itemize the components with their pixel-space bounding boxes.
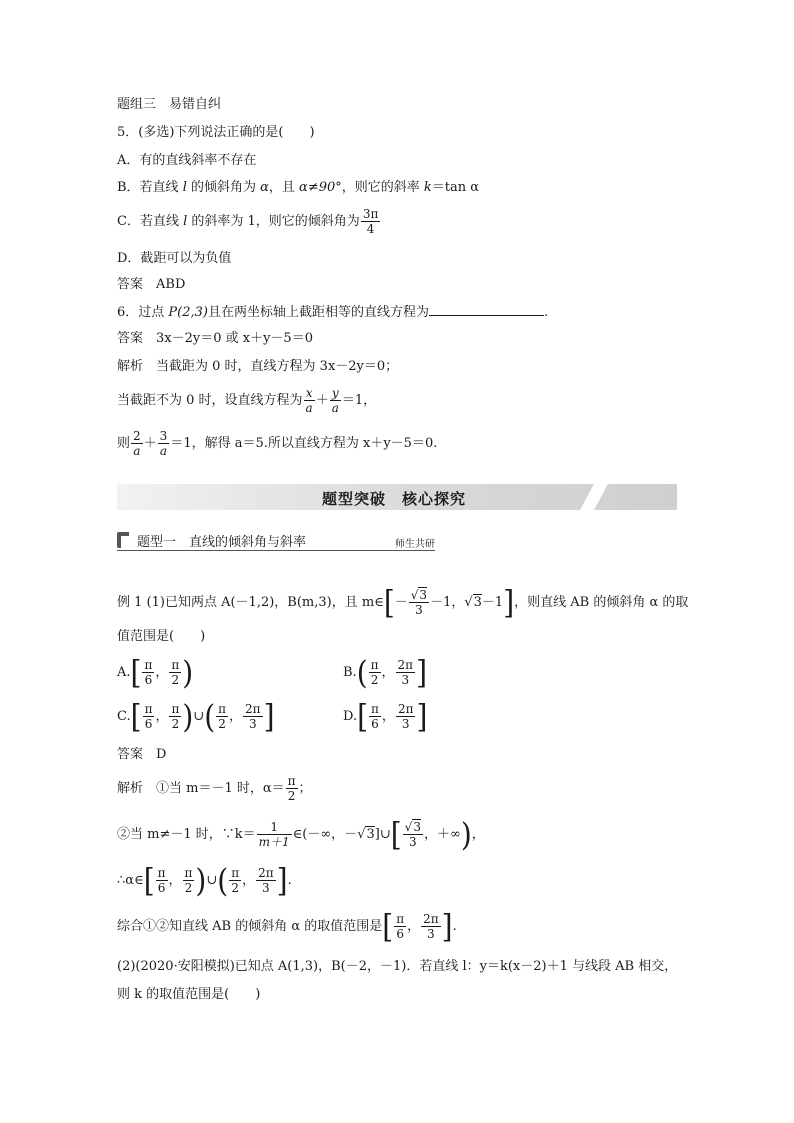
fraction	[216, 702, 228, 731]
text: .	[287, 873, 292, 888]
text: ，	[407, 919, 421, 934]
ex1-option-b	[343, 652, 427, 691]
fraction	[369, 702, 381, 731]
bracket: (	[204, 696, 216, 735]
denominator: 2	[231, 881, 239, 895]
numerator: π	[371, 702, 379, 716]
numerator: π	[157, 866, 166, 880]
bracket: ]	[263, 696, 275, 735]
q6-stem	[117, 303, 548, 322]
topic-tag: 师生共研	[395, 539, 435, 550]
numerator: π	[287, 774, 296, 788]
fraction	[183, 866, 195, 895]
denominator: 6	[144, 673, 153, 687]
denominator: 3	[262, 881, 270, 895]
text: ，	[381, 665, 395, 680]
text: ＝tan α	[431, 180, 480, 195]
denominator: 2	[287, 789, 296, 803]
bracket: [	[382, 906, 394, 945]
q5-option-a: A．有的直线斜率不存在	[117, 153, 257, 168]
q6-answer: 答案 3x－2y＝0 或 x＋y－5＝0	[117, 331, 313, 346]
denominator: 3	[415, 603, 423, 617]
var-k: k	[423, 180, 432, 195]
text: ②当 m≠－1 时，∵k＝	[117, 827, 256, 842]
denominator: 2	[370, 673, 379, 687]
text: －	[394, 595, 408, 610]
q5-option-b	[117, 179, 479, 197]
denominator: 2	[184, 881, 193, 895]
answer-blank	[429, 303, 544, 316]
ex1-solution-1	[117, 772, 312, 806]
denominator: a	[331, 401, 339, 415]
text: ＋	[143, 436, 157, 451]
numerator: π	[144, 702, 153, 716]
bracket: [	[383, 582, 395, 621]
banner-title: 题型突破 核心探究	[322, 490, 467, 508]
ex1-solution-4	[117, 906, 457, 945]
ex1-answer: 答案 D	[117, 747, 167, 762]
bracket: (	[356, 652, 368, 691]
fraction	[169, 658, 181, 687]
numerator: π	[184, 866, 193, 880]
var-l: l	[183, 214, 188, 229]
denominator: a	[305, 401, 313, 415]
radicand: 3	[419, 588, 428, 602]
point-p: P(2,3)	[168, 305, 208, 320]
text: ＝1，	[341, 393, 377, 408]
text: 6．过点	[117, 305, 169, 320]
bracket: ]	[416, 652, 427, 691]
ex1-solution-2: ②当 m≠－1 时，∵k＝ $\frac{1}{m+1}$ ∈(－∞，－√3]∪[ $\frac{√3}{3}$ ，＋∞)，	[117, 814, 485, 853]
denominator: 3	[427, 927, 435, 941]
fraction	[286, 774, 298, 803]
numerator: 2π	[258, 866, 274, 880]
ex1b-line-1: (2)(2020·安阳模拟)已知点 A(1,3)，B(－2，－1)．若直线 l：y＝k(x－2)＋1 与线段 AB 相交，	[117, 959, 678, 974]
radicand: 3	[473, 595, 482, 610]
numerator: 3π	[362, 207, 379, 221]
numerator: 2π	[245, 702, 261, 716]
text: 的斜率为 1，则它的倾斜角为	[187, 214, 360, 229]
text: ，＋∞	[423, 827, 461, 842]
ex1b-line-2: 则 k 的取值范围是( )	[117, 987, 261, 1002]
ex1-stem-2: 值范围是( )	[117, 629, 206, 644]
fraction	[143, 702, 155, 731]
text: .	[452, 919, 457, 934]
fraction	[229, 866, 241, 895]
fraction	[396, 658, 416, 687]
q6-explanation-3	[117, 428, 437, 460]
fraction	[396, 702, 416, 731]
q5-stem: 5．(多选)下列说法正确的是( )	[117, 125, 315, 140]
option-label: C.	[117, 709, 131, 724]
fraction	[257, 820, 292, 849]
q5-option-c	[117, 206, 381, 238]
denominator: 6	[144, 717, 153, 731]
denominator: 6	[396, 927, 404, 941]
numerator: 1	[257, 820, 292, 835]
denominator: 3	[248, 717, 257, 731]
text: ，则它的斜率	[341, 180, 424, 195]
bracket: [	[130, 652, 142, 691]
text: C．若直线	[117, 214, 184, 229]
text: ∈(－∞，－	[292, 827, 358, 842]
bracket: [	[390, 814, 402, 853]
fraction	[169, 702, 181, 731]
text: －1	[481, 595, 504, 610]
bracket: [	[357, 696, 369, 735]
fraction	[403, 820, 423, 849]
var-alpha: α	[260, 180, 269, 195]
numerator: π	[370, 658, 379, 672]
denominator: a	[133, 444, 141, 458]
numerator: 3	[159, 429, 168, 443]
bracket: )	[182, 652, 194, 691]
numerator: 2π	[423, 912, 439, 926]
group-heading: 题组三 易错自纠	[117, 97, 222, 112]
bracket: )	[460, 814, 472, 853]
q6-explanation-2	[117, 385, 376, 417]
text: B．若直线	[117, 180, 183, 195]
fraction	[421, 912, 441, 941]
text: ，	[155, 709, 169, 724]
banner-slash	[580, 484, 608, 510]
text: .	[544, 305, 549, 320]
bracket: ]	[276, 860, 288, 899]
text: －1，	[430, 595, 465, 610]
numerator: π	[171, 658, 180, 672]
var-l: l	[182, 180, 187, 195]
text: ，	[471, 827, 485, 842]
text: ]∪	[374, 827, 391, 842]
numerator: π	[218, 702, 227, 716]
text: ，	[155, 665, 169, 680]
union-symbol: ∪	[206, 873, 218, 888]
fraction	[256, 866, 276, 895]
numerator: x	[304, 386, 315, 401]
numerator: y	[330, 386, 341, 401]
text: ∴α∈	[117, 873, 144, 888]
text: 则	[117, 436, 131, 451]
numerator: π	[231, 866, 240, 880]
option-label: B.	[343, 665, 357, 680]
bracket: [	[130, 696, 142, 735]
numerator: π	[144, 658, 153, 672]
bracket: ]	[416, 696, 428, 735]
fraction	[142, 658, 154, 687]
ex1-solution-3	[117, 860, 292, 899]
bookmark-icon	[117, 532, 129, 548]
fraction	[131, 429, 143, 458]
denominator: 2	[171, 717, 180, 731]
text: ，	[242, 873, 256, 888]
bracket: )	[182, 696, 194, 735]
denominator: 3	[401, 673, 410, 687]
radicand: 3	[366, 827, 375, 842]
text: 解析 ①当 m＝－1 时，α＝	[117, 781, 285, 796]
text: ，	[381, 709, 395, 724]
numerator: 2π	[397, 702, 414, 716]
denominator: 3	[401, 717, 410, 731]
numerator: 2π	[397, 658, 414, 672]
text: 的倾斜角为	[186, 180, 261, 195]
fraction	[394, 912, 406, 941]
bracket: [	[143, 860, 155, 899]
denominator: a	[159, 444, 168, 458]
section-banner	[117, 484, 677, 510]
topic-header	[117, 530, 435, 551]
numerator: √3	[404, 820, 421, 834]
text: ；	[298, 781, 312, 796]
text: 例 1 (1)已知两点 A(－1,2)，B(m,3)，且 m∈	[117, 595, 384, 610]
text: 综合①②知直线 AB 的倾斜角 α 的取值范围是	[117, 919, 383, 934]
ex1-option-a	[117, 652, 194, 691]
numerator: π	[396, 912, 405, 926]
bracket: )	[195, 860, 207, 899]
text: ，	[168, 873, 182, 888]
bracket: ]	[503, 582, 515, 621]
union-symbol: ∪	[193, 709, 205, 724]
fraction	[330, 386, 341, 415]
denominator: 2	[171, 673, 180, 687]
text: ＋	[315, 393, 329, 408]
q5-answer: 答案 ABD	[117, 277, 186, 292]
fraction	[243, 702, 263, 731]
q5-option-d: D．截距可以为负值	[117, 251, 232, 266]
fraction	[158, 429, 170, 458]
text: ，则直线 AB 的倾斜角 α 的取	[514, 595, 689, 610]
text: ，	[229, 709, 243, 724]
condition: α≠90°	[299, 180, 342, 195]
denominator: 2	[218, 717, 226, 731]
ex1-option-c	[117, 696, 275, 735]
text: ，且	[268, 180, 300, 195]
denominator: m＋1	[258, 835, 290, 849]
denominator: 3	[409, 835, 417, 849]
ex1-option-d	[343, 696, 428, 735]
text: 且在两坐标轴上截距相等的直线方程为	[207, 305, 429, 320]
fraction	[156, 866, 168, 895]
fraction	[361, 207, 381, 236]
fraction	[369, 658, 381, 687]
numerator: 2	[133, 429, 141, 443]
radicand: 3	[413, 820, 421, 834]
text: ＝1，解得 a＝5.所以直线方程为 x＋y－5＝0.	[170, 436, 438, 451]
denominator: 6	[157, 881, 166, 895]
option-label: A.	[117, 665, 131, 680]
bracket: ]	[441, 906, 453, 945]
ex1-stem: 例 1 (1)已知两点 A(－1,2)，B(m,3)，且 m∈[－ $\frac{√3}{3}$ －1，√3－1]，则直线 AB 的倾斜角 α 的取	[117, 582, 689, 621]
bracket: (	[217, 860, 229, 899]
numerator: √3	[410, 588, 428, 602]
fraction	[304, 386, 315, 415]
text: 当截距不为 0 时，设直线方程为	[117, 393, 303, 408]
q6-explanation-1: 解析 当截距为 0 时，直线方程为 3x－2y＝0；	[117, 359, 399, 374]
denominator: 6	[371, 717, 379, 731]
option-label: D.	[343, 709, 358, 724]
fraction	[409, 588, 429, 617]
denominator: 4	[366, 222, 375, 236]
numerator: π	[171, 702, 180, 716]
topic-name: 题型一 直线的倾斜角与斜率	[137, 535, 307, 550]
